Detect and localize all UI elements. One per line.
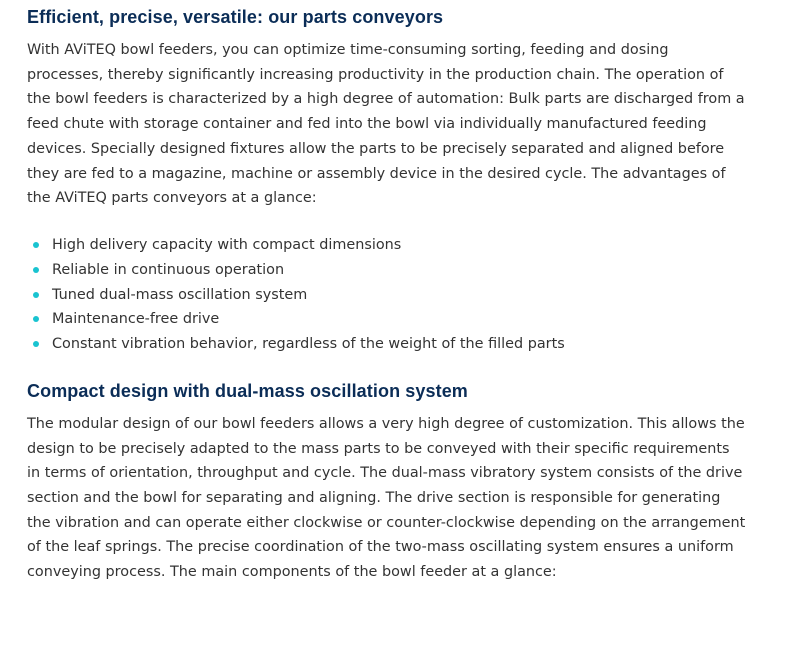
list-item bbox=[27, 283, 747, 308]
bullet-dot-icon bbox=[33, 292, 39, 298]
bullet-dot-icon bbox=[33, 316, 39, 322]
section-heading-compact-design: Compact design with dual-mass oscillation system bbox=[27, 380, 468, 401]
bullet-dot-icon bbox=[33, 267, 39, 273]
list-item-text: High delivery capacity with compact dimensions bbox=[52, 236, 402, 253]
intro-paragraph: With AViTEQ bowl feeders, you can optimize time-consuming sorting, feeding and dosing processes, thereby significantly increasing productivity in the production chain. The operation of the bowl feeders is characterized by a high degree of automation: Bulk parts are discharged from a feed chute with storage container and fed into the bowl via individually manufactured feeding devices. Specially designed fixtures allow the parts to be precisely separated and aligned before they are fed to a magazine, machine or assembly device in the desired cycle. The advantages of the AViTEQ parts conveyors at a glance: bbox=[27, 42, 745, 207]
article-content bbox=[27, 0, 747, 585]
design-paragraph: The modular design of our bowl feeders allows a very high degree of customization. This allows the design to be precisely adapted to the mass parts to be conveyed with their specific requirements in terms of orientation, throughput and cycle. The dual-mass vibratory system consists of the drive section and the bowl for separating and aligning. The drive section is responsible for generating the vibration and can operate either clockwise or counter-clockwise depending on the arrangement of the leaf springs. The precise coordination of the two-mass oscillating system ensures a uniform conveying process. The main components of the bowl feeder at a glance: bbox=[27, 415, 746, 581]
list-item bbox=[27, 258, 747, 283]
list-item bbox=[27, 233, 747, 258]
list-item-text: Constant vibration behavior, regardless of the weight of the filled parts bbox=[52, 336, 565, 353]
section-heading-parts-conveyors: Efficient, precise, versatile: our parts conveyors bbox=[27, 7, 444, 27]
list-item bbox=[27, 307, 747, 332]
bullet-dot-icon bbox=[33, 341, 39, 347]
list-item-text: Maintenance-free drive bbox=[52, 311, 220, 328]
list-item bbox=[27, 332, 747, 357]
list-item-text: Reliable in continuous operation bbox=[52, 261, 285, 278]
bullet-dot-icon bbox=[33, 242, 39, 248]
advantages-list bbox=[27, 233, 747, 357]
list-item-text: Tuned dual-mass oscillation system bbox=[52, 286, 308, 303]
